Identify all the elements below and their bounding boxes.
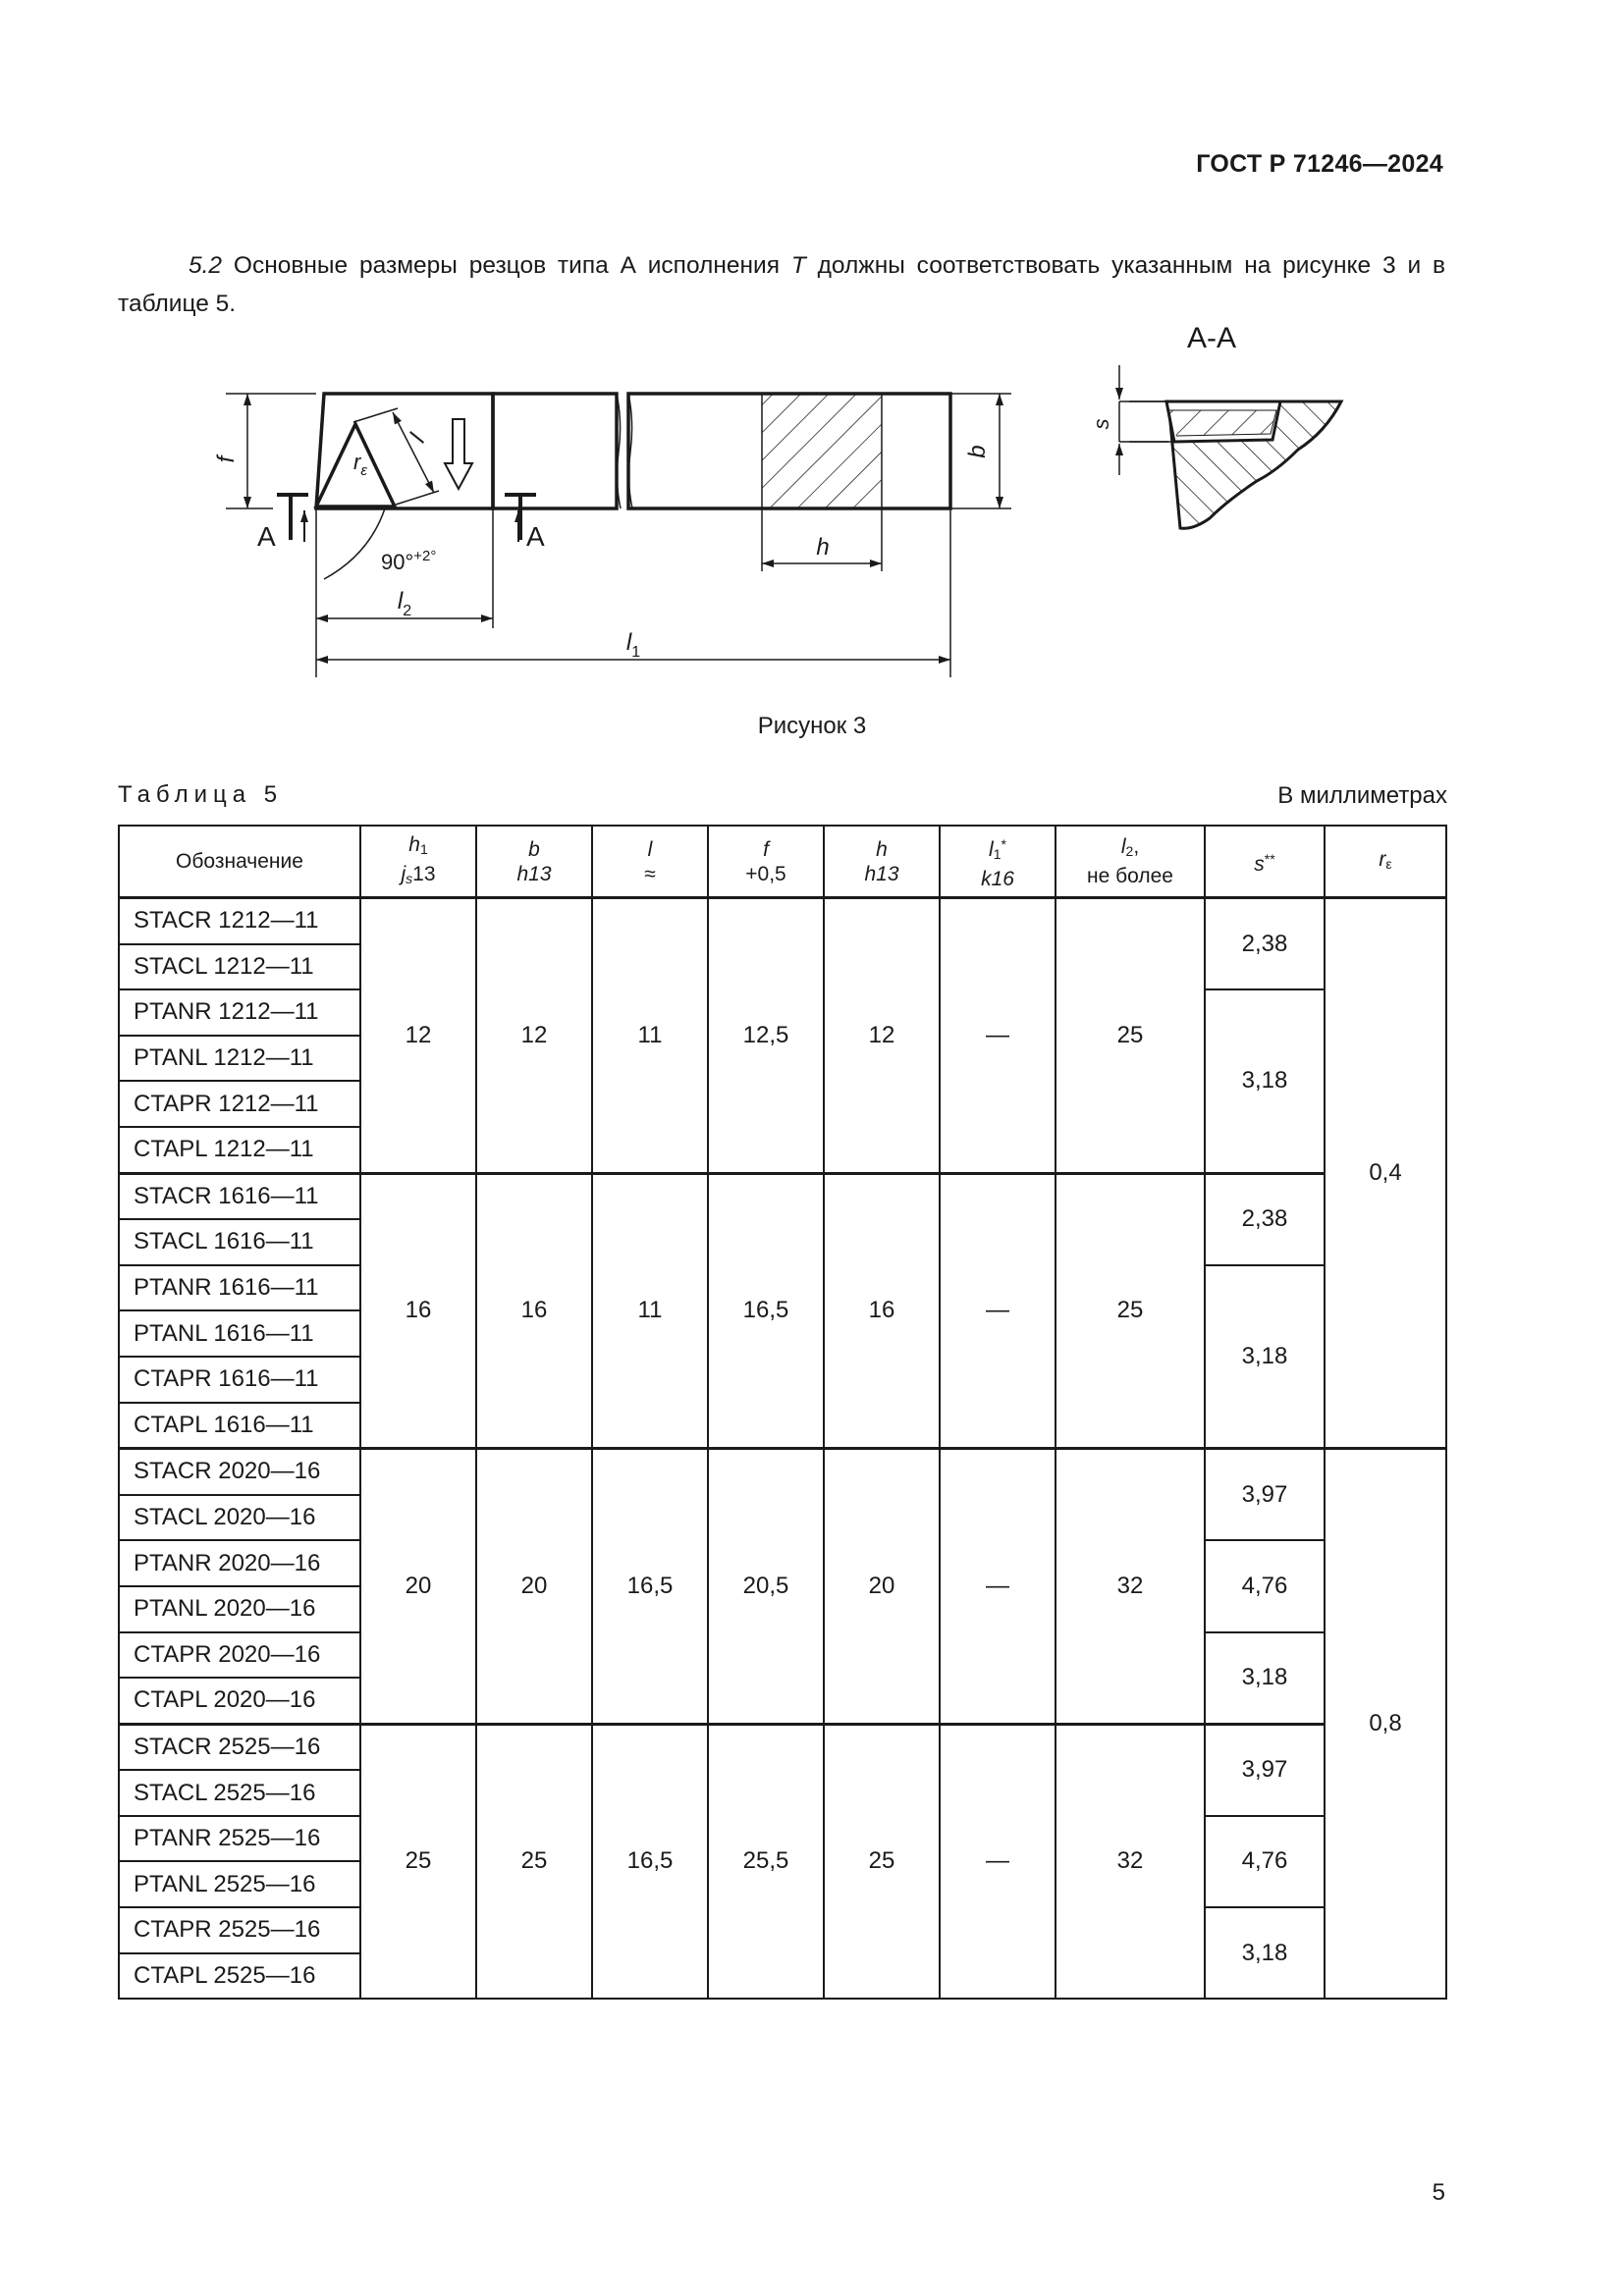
designation-cell: CTAPR 1212—11 [119,1081,360,1127]
col-r: $r_\varepsilon$ [1325,826,1446,898]
designation-cell: STACR 2020—16 [119,1449,360,1495]
h1-cell: 20 [360,1449,476,1725]
dim-h-label: h [816,534,830,561]
col-l: l ≈ [592,826,708,898]
l1-cell: — [940,1173,1056,1449]
h1-cell: 25 [360,1724,476,1999]
s-cell: 2,38 [1205,898,1325,990]
intro-text-2: должны соответствовать указанным на рисунке 3 и в таблице 5. [118,251,1445,317]
h-cell: 20 [824,1449,940,1725]
r-cell: 0,4 [1325,898,1446,1449]
figure-caption: Рисунок 3 [757,713,867,739]
designation-cell: STACL 1616—11 [119,1219,360,1265]
s-cell: 3,97 [1205,1449,1325,1541]
f-cell: 12,5 [708,898,824,1174]
designation-cell: CTAPL 1212—11 [119,1127,360,1173]
designation-cell: STACL 1212—11 [119,944,360,990]
designation-cell: STACL 2525—16 [119,1770,360,1816]
table-label: Таблица 5 [118,781,284,808]
l2-cell: 32 [1056,1449,1205,1725]
designation-cell: PTANR 2020—16 [119,1540,360,1586]
table-row [119,1724,1446,1770]
dim-r-label: $r_\varepsilon$ [353,450,367,479]
h-cell: 25 [824,1724,940,1999]
col-s: s** [1205,826,1325,898]
col-h: h h13 [824,826,940,898]
h-cell: 16 [824,1173,940,1449]
header-row [119,826,1446,898]
b-cell: 25 [476,1724,592,1999]
s-cell: 3,18 [1205,1632,1325,1725]
dimensions-table [118,825,1447,2000]
table-row [119,1449,1446,1495]
s-cell: 3,97 [1205,1724,1325,1816]
designation-cell: CTAPL 2525—16 [119,1953,360,2000]
h1-cell: 16 [360,1173,476,1449]
designation-cell: CTAPR 2525—16 [119,1907,360,1953]
designation-cell: PTANL 2020—16 [119,1586,360,1632]
intro-text-1: Основные размеры резцов типа А исполнения [222,251,791,279]
dim-l2-label: $l_2$ [397,588,412,619]
l-cell: 16,5 [592,1724,708,1999]
f-cell: 16,5 [708,1173,824,1449]
dim-s-label: s [1089,418,1113,430]
designation-cell: CTAPR 1616—11 [119,1357,360,1403]
col-f: f +0,5 [708,826,824,898]
l-cell: 16,5 [592,1449,708,1725]
l2-cell: 32 [1056,1724,1205,1999]
s-cell: 4,76 [1205,1816,1325,1907]
designation-cell: PTANR 1212—11 [119,989,360,1036]
shank-section-hatch [762,394,882,508]
designation-cell: CTAPL 2020—16 [119,1678,360,1724]
designation-cell: PTANL 1212—11 [119,1036,360,1082]
l-cell: 11 [592,898,708,1174]
feed-direction-arrow [445,419,472,489]
designation-cell: PTANR 1616—11 [119,1265,360,1311]
section-aa-label: A-A [1186,322,1237,354]
s-cell: 3,18 [1205,1907,1325,1999]
l2-cell: 25 [1056,1173,1205,1449]
s-cell: 4,76 [1205,1540,1325,1631]
f-cell: 25,5 [708,1724,824,1999]
h1-cell: 12 [360,898,476,1174]
variant-letter: T [790,251,806,279]
l1-cell: — [940,1449,1056,1725]
l-cell: 11 [592,1173,708,1449]
table-row [119,1173,1446,1219]
designation-cell: PTANL 2525—16 [119,1861,360,1907]
s-cell: 3,18 [1205,989,1325,1173]
f-cell: 20,5 [708,1449,824,1725]
r-cell: 0,8 [1325,1449,1446,2000]
s-cell: 3,18 [1205,1265,1325,1449]
document-header: ГОСТ Р 71246—2024 [1196,150,1443,178]
l1-cell: — [940,1724,1056,1999]
h-cell: 12 [824,898,940,1174]
col-l1: $l_1^*$ k16 [940,826,1056,898]
l1-cell: — [940,898,1056,1174]
col-b: b h13 [476,826,592,898]
col-l2: $l_2$, не более [1056,826,1205,898]
designation-cell: STACR 1212—11 [119,898,360,944]
cut-mark-right-label: A [526,521,545,552]
b-cell: 20 [476,1449,592,1725]
page-number: 5 [1432,2179,1445,2206]
designation-cell: CTAPR 2020—16 [119,1632,360,1679]
l2-cell: 25 [1056,898,1205,1174]
designation-cell: STACR 1616—11 [119,1173,360,1219]
designation-cell: STACL 2020—16 [119,1495,360,1541]
designation-cell: PTANR 2525—16 [119,1816,360,1862]
b-cell: 16 [476,1173,592,1449]
designation-cell: PTANL 1616—11 [119,1310,360,1357]
cutter-shank-middle [493,394,617,508]
designation-cell: CTAPL 1616—11 [119,1403,360,1449]
table-unit: В миллиметрах [1277,782,1447,809]
figure-3-drawing [0,294,1624,707]
dim-l1-label: $l_1$ [625,629,641,661]
col-designation: Обозначение [119,826,360,898]
angle-label: 90°$^{+2^\circ}$ [381,548,437,574]
table-row [119,898,1446,944]
dim-b-label: b [964,445,991,458]
col-h1: $h_1$ $j_s13$ [360,826,476,898]
clause-number: 5.2 [189,251,223,279]
b-cell: 12 [476,898,592,1174]
dim-f-label: f [213,455,240,463]
designation-cell: STACR 2525—16 [119,1724,360,1770]
dim-l-label: l [405,429,431,448]
cut-mark-left-label: A [257,521,276,552]
s-cell: 2,38 [1205,1173,1325,1265]
